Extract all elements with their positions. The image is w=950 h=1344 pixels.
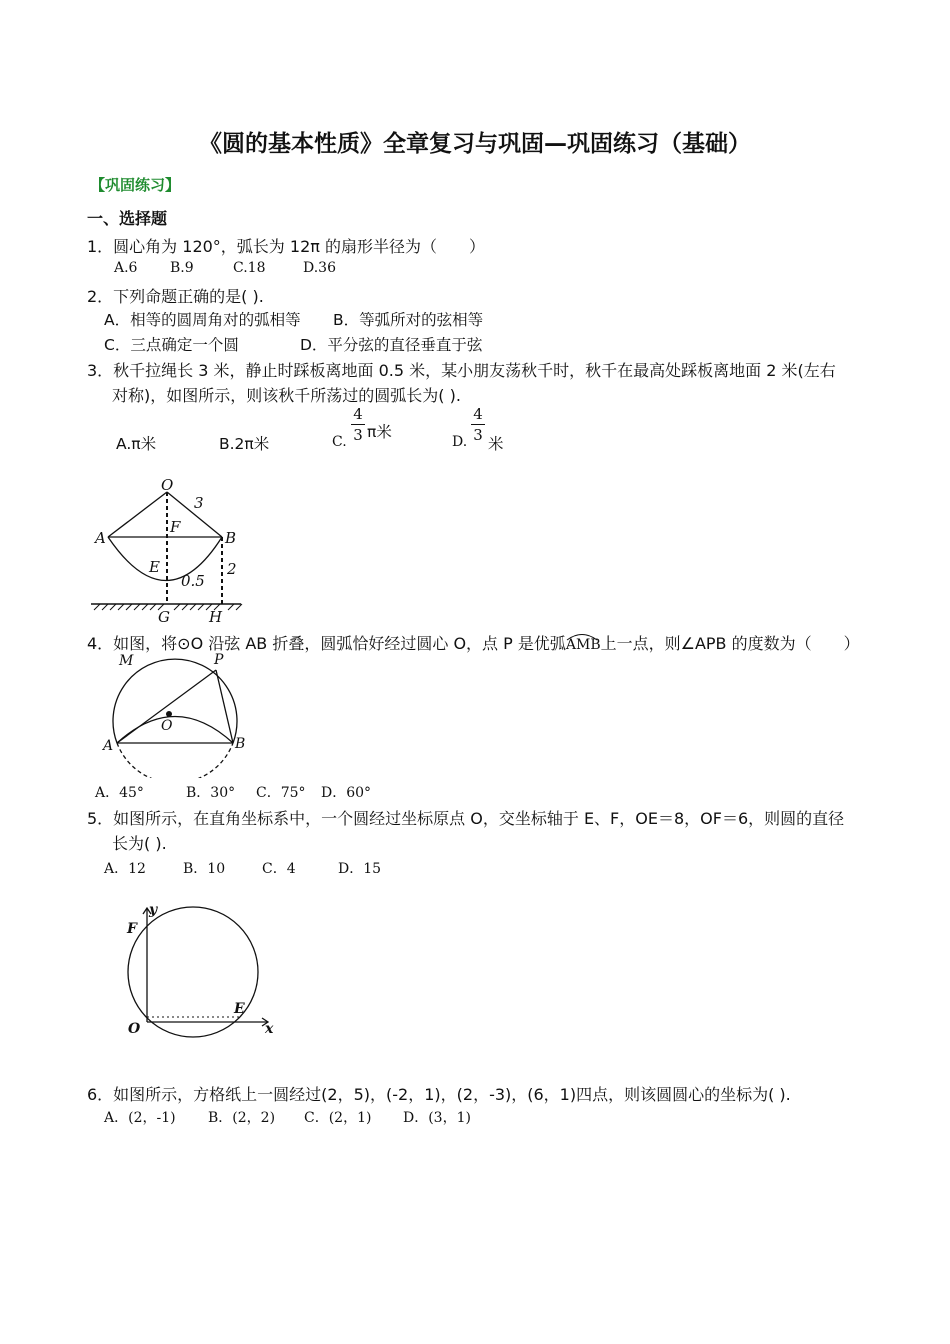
question-4-text-before: 4．如图，将⊙O 沿弦 AB 折叠，圆弧恰好经过圆心 O，点 P 是优弧: [87, 634, 566, 653]
label-b: B: [225, 529, 237, 547]
label-height: 2: [227, 560, 237, 578]
label-e: E: [234, 1001, 245, 1017]
question-3-option-d-suffix: 米: [488, 435, 504, 453]
question-1-text: 1．圆心角为 120°，弧长为 12π 的扇形半径为（ ）: [87, 237, 485, 256]
label-a: A: [95, 529, 106, 547]
question-5-option-a: A．12: [104, 861, 146, 877]
question-4-option-a: A．45°: [95, 785, 144, 801]
label-m: M: [119, 653, 134, 669]
question-3-option-d-fraction: [471, 405, 485, 444]
question-3-option-c-suffix: π米: [367, 423, 392, 441]
question-3-option-c-fraction: [351, 405, 365, 444]
label-g: G: [158, 608, 170, 626]
label-o: O: [161, 476, 174, 494]
page-title: 《圆的基本性质》全章复习与巩固—巩固练习（基础）: [199, 131, 751, 157]
question-2-option-a: A．相等的圆周角对的弧相等: [104, 311, 301, 329]
label-x: x: [265, 1021, 274, 1037]
fraction-denominator: 3: [473, 426, 483, 444]
question-5-option-b: B．10: [183, 861, 226, 877]
question-3-option-d-prefix: D.: [452, 434, 468, 450]
question-4-text-after: 上一点，则∠APB 的度数为（ ）: [600, 634, 860, 653]
coordinate-circle-figure: [118, 900, 282, 1040]
swing-figure: [86, 474, 246, 626]
folded-circle-figure: [100, 650, 250, 778]
fraction-bar: [351, 424, 365, 425]
label-e: E: [149, 558, 160, 576]
question-4-option-b: B．30°: [186, 785, 236, 801]
arc-label: AMB: [565, 637, 601, 653]
swing-arc: [108, 537, 222, 581]
question-3-option-c-prefix: C.: [332, 434, 347, 450]
label-a: A: [103, 738, 114, 754]
question-1-option-a: A.6: [114, 260, 138, 276]
label-b: B: [235, 736, 246, 752]
question-3-text-line-2: 对称)，如图所示，则该秋千所荡过的圆弧长为( ).: [112, 386, 461, 405]
question-6-option-c: C．(2，1): [304, 1110, 372, 1126]
fraction-numerator: 4: [473, 405, 483, 423]
question-2-option-b: B．等弧所对的弦相等: [333, 311, 484, 329]
question-5-option-c: C．4: [262, 861, 296, 877]
question-3-option-b: B.2π米: [219, 435, 270, 453]
question-6-option-b: B．(2，2): [208, 1110, 276, 1126]
major-arc: [113, 659, 237, 743]
question-1-option-b: B.9: [170, 260, 194, 276]
label-o: O: [161, 718, 173, 734]
label-f: F: [127, 921, 137, 937]
fraction-denominator: 3: [353, 426, 363, 444]
arc-symbol: [566, 631, 598, 641]
question-4-option-d: D．60°: [321, 785, 372, 801]
question-6-option-d: D．(3，1): [403, 1110, 471, 1126]
rope-oa: [108, 492, 167, 537]
question-5-option-d: D．15: [338, 861, 382, 877]
question-3-text-line-1: 3．秋千拉绳长 3 米，静止时踩板离地面 0.5 米，某小朋友荡秋千时，秋千在最高处踩板离地面 2 米(左右: [87, 361, 836, 380]
question-4-option-c: C．75°: [256, 785, 306, 801]
question-5-text-line-2: 长为( ).: [112, 834, 167, 853]
label-y: y: [149, 902, 158, 918]
label-f: F: [170, 518, 181, 536]
section-label: 【巩固练习】: [90, 176, 181, 194]
question-5-text-line-1: 5．如图所示，在直角坐标系中，一个圆经过坐标原点 O，交坐标轴于 E、F，OE＝8，OF＝6，则圆的直径: [87, 809, 845, 828]
arc-amb: [566, 637, 601, 653]
question-2-option-d: D．平分弦的直径垂直于弦: [300, 336, 483, 354]
question-6-option-a: A．(2，-1): [104, 1110, 176, 1126]
question-2-text: 2．下列命题正确的是( ).: [87, 287, 264, 306]
section-heading: 一、选择题: [87, 209, 168, 228]
center-point: [166, 711, 172, 717]
label-o: O: [128, 1021, 141, 1037]
label-p: P: [214, 652, 224, 668]
question-3-option-a: A.π米: [116, 435, 157, 453]
question-2-option-c: C．三点确定一个圆: [104, 336, 239, 354]
fraction-bar: [471, 424, 485, 425]
label-rest-height: 0.5: [181, 572, 205, 590]
question-1-option-c: C.18: [233, 260, 266, 276]
question-6-text: 6．如图所示，方格纸上一圆经过(2，5)，(-2，1)，(2，-3)，(6，1)四点，则该圆圆心的坐标为( ).: [87, 1085, 791, 1104]
label-h: H: [209, 608, 223, 626]
question-1-option-d: D.36: [303, 260, 336, 276]
fraction-numerator: 4: [353, 405, 363, 423]
label-rope-length: 3: [194, 494, 204, 512]
minor-arc-dashed: [117, 743, 233, 778]
